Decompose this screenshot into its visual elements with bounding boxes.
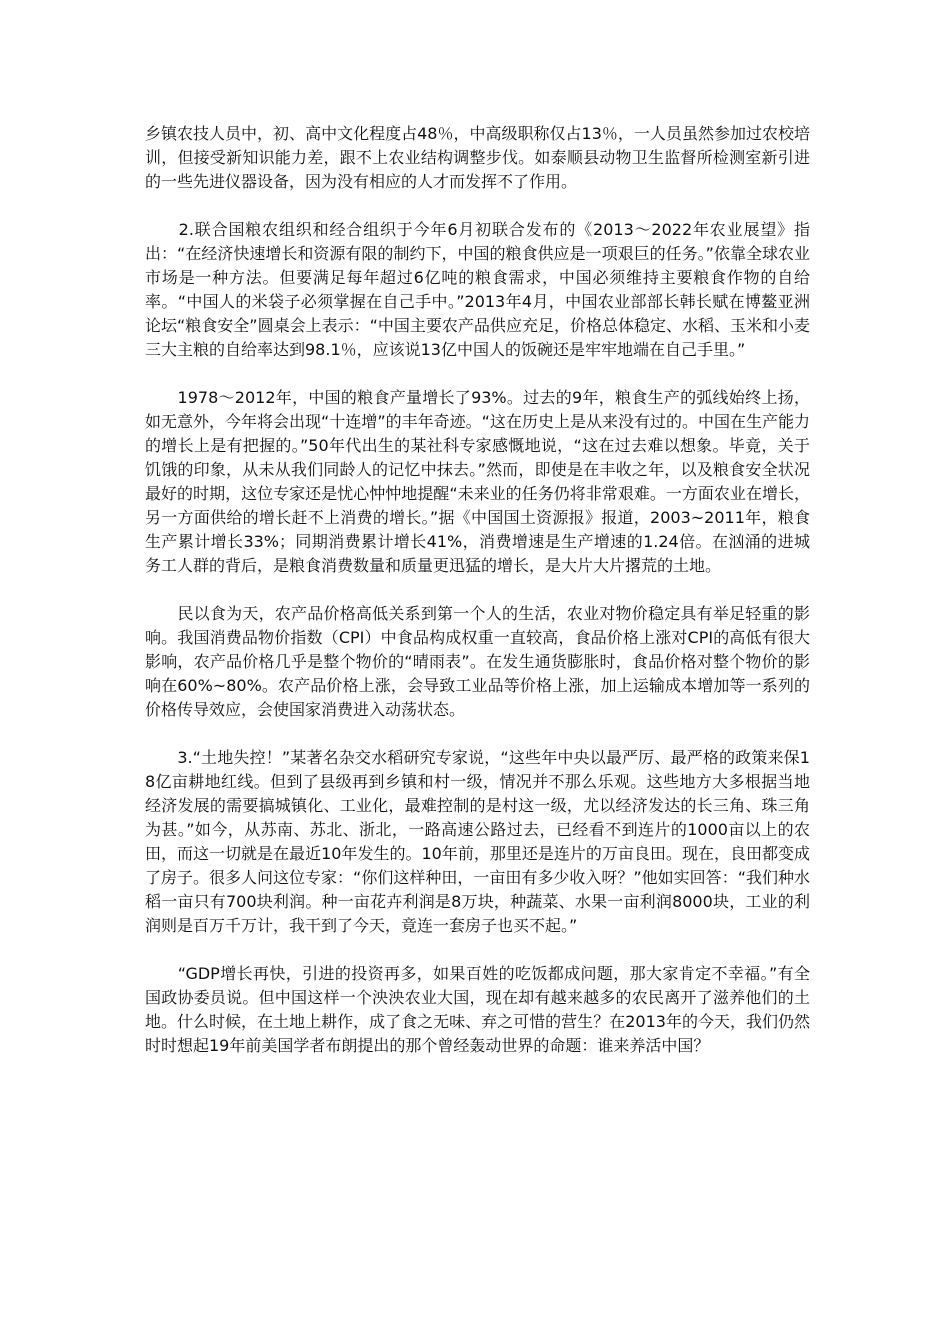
paragraph-who-feeds-china: “GDP增长再快，引进的投资再多，如果百姓的吃饭都成问题，那大家肯定不幸福。”有全国政协委员说。但中国这样一个泱泱农业大国，现在却有越来越多的农民离开了滋养他们的土地。什么时候，在土地上耕作，成了食之无味、弃之可惜的营生？在2013年的今天，我们仍然时时想起19年前美国学者布朗提出的那个曾经轰动世界的命题：谁来养活中国？ [145, 964, 810, 1055]
paragraph-spacer [145, 194, 810, 218]
paragraph-spacer [145, 938, 810, 962]
paragraph-spacer [145, 722, 810, 746]
paragraph-spacer [145, 362, 810, 386]
paragraph-land-control: 3.“土地失控！”某著名杂交水稻研究专家说，“这些年中央以最严厉、最严格的政策来保18亿亩耕地红线。但到了县级再到乡镇和村一级，情况并不那么乐观。这些地方大多根据当地经济发展的需要搞城镇化、工业化，最难控制的是村这一级，尤以经济发达的长三角、珠三角为甚。”如今，从苏南、苏北、浙北，一路高速公路过去，已经看不到连片的1000亩以上的农田，而这一切就是在最近10年发生的。10年前，那里还是连片的万亩良田。现在，良田都变成了房子。很多人问这位专家：“你们这样种田，一亩田有多少收入呀？”他如实回答：“我们种水稻一亩只有700块利润。种一亩花卉利润是8万块，种蔬菜、水果一亩利润8000块，工业的利润则是百万千万计，我干到了今天，竟连一套房子也买不起。” [145, 748, 810, 935]
paragraph-grain-output: 1978～2012年，中国的粮食产量增长了93%。过去的9年，粮食生产的弧线始终上扬，如无意外，今年将会出现“十连增”的丰年奇迹。“这在历史上是从来没有过的。中国在生产能力的增长上是有把握的。”50年代出生的某社科专家感慨地说，“这在过去难以想象。毕竟，关于饥饿的印象，从未从我们同龄人的记忆中抹去。”然而，即使是在丰收之年，以及粮食安全状况最好的时期，这位专家还是忧心忡忡地提醒“未来业的任务仍将非常艰难。一方面农业在增长，另一方面供给的增长赶不上消费的增长。”据《中国国土资源报》报道，2003~2011年，粮食生产累计增长33%；同期消费累计增长41%，消费增速是生产增速的1.24倍。在汹涌的进城务工人群的背后，是粮食消费数量和质量更迅猛的增长，是大片大片撂荒的土地。 [145, 388, 810, 575]
paragraph-rural-technicians: 乡镇农技人员中，初、高中文化程度占48％，中高级职称仅占13％，一人员虽然参加过农校培训，但接受新知识能力差，跟不上农业结构调整步伐。如泰顺县动物卫生监督所检测室新引进的一些先进仪器设备，因为没有相应的人才而发挥不了作用。 [145, 124, 810, 191]
document-body [145, 122, 810, 1058]
paragraph-spacer [145, 578, 810, 602]
paragraph-fao-outlook: 2.联合国粮农组织和经合组织于今年6月初联合发布的《2013～2022年农业展望》指出：“在经济快速增长和资源有限的制约下，中国的粮食供应是一项艰巨的任务。”依靠全球农业市场是一种方法。但要满足每年超过6亿吨的粮食需求，中国必须维持主要粮食作物的自给率。“中国人的米袋子必须掌握在自己手中。”2013年4月，中国农业部部长韩长赋在博鳌亚洲论坛“粮食安全”圆桌会上表示：“中国主要农产品供应充足，价格总体稳定、水稻、玉米和小麦三大主粮的自给率达到98.1％，应该说13亿中国人的饭碗还是牢牢地端在自己手里。” [145, 220, 810, 359]
paragraph-food-prices: 民以食为天，农产品价格高低关系到第一个人的生活，农业对物价稳定具有举足轻重的影响。我国消费品物价指数（CPI）中食品构成权重一直较高，食品价格上涨对CPI的高低有很大影响，农产品价格几乎是整个物价的“晴雨表”。在发生通货膨胀时，食品价格对整个物价的影响在60%~80%。农产品价格上涨，会导致工业品等价格上涨，加上运输成本增加等一系列的价格传导效应，会使国家消费进入动荡状态。 [145, 604, 810, 719]
